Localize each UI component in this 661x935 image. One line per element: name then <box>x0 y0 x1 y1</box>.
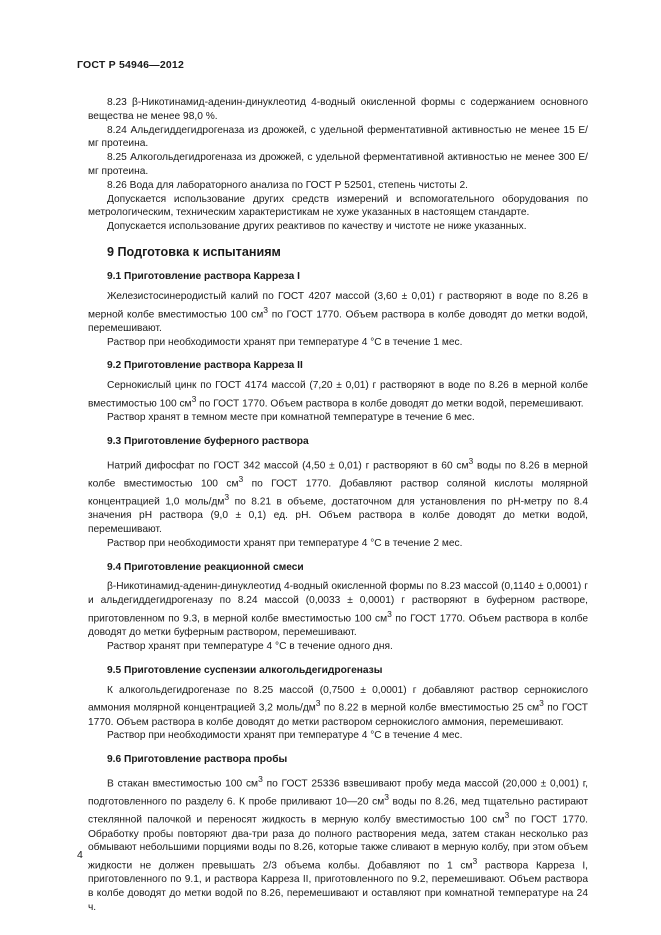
section-9-2-paragraph: Сернокислый цинк по ГОСТ 4174 массой (7,20 ± 0,01) г растворяют в воде по 8.26 в мерной колбе вместимостью 100 $см^3$ по ГОСТ 1770. Объем раствора в колбе доводят до метки водой, перемешивают. <box>88 380 588 410</box>
section-9-4-title: 9.4 Приготовление реакционной смеси <box>107 561 304 573</box>
section-9-6-paragraph: В стакан вместимостью 100 $см^3$ по ГОСТ 25336 взвешивают пробу меда массой (20,000 ± 0,001) г, подготовленного по разделу 6. К пробе приливают 10—20 $см^3$ воды по 8.26, мед тщательно растирают стеклянной палочкой и переносят жидкость в мерную колбу вместимостью 100 $см^3$ по ГОСТ 1770. Обработку пробы повторяют два-три раза до полного растворения меда, затем стакан несколько раз обмывают небольшими порциями воды по 8.26, которые также сливают в мерную колбу, при этом объем жидкости не должен превышать 2/3 объема колбы. Добавляют по 1 $см^3$ раствора Карреза I, приготовленного по 9.1, и раствора Карреза II, приготовленного по 9.2, перемешивают. Объем раствора в колбе доводят до метки водой по 8.26, перемешивают и оставляют при комнатной температуре на 24 ч. <box>88 774 588 913</box>
allowance-equipment: Допускается использование других средств измерений и вспомогательного оборудования по метрологическим, техническим характеристикам не хуже указанных в настоящем стандарте. <box>88 193 588 219</box>
section-9-4-storage: Раствор хранят при температуре 4 °С в течение одного дня. <box>107 641 393 653</box>
section-9-2-storage: Раствор хранят в темном месте при комнатной температуре в течение 6 мес. <box>107 412 475 424</box>
page-number: 4 <box>77 849 83 861</box>
section-9-title: 9 Подготовка к испытаниям <box>107 244 281 259</box>
section-9-1-paragraph: Железистосинеродистый калий по ГОСТ 4207 массой (3,60 ± 0,01) г растворяют в воде по 8.26 в мерной колбе вместимостью 100 $см^3$ по ГОСТ 1770. Объем раствора в колбе доводят до метки водой, перемешивают. <box>88 290 588 334</box>
section-9-3-storage: Раствор при необходимости хранят при температуре 4 °С в течение 2 мес. <box>107 537 463 549</box>
section-9-1-storage: Раствор при необходимости хранят при температуре 4 °С в течение 1 мес. <box>107 336 463 348</box>
section-9-5-paragraph: К алкогольдегидрогеназе по 8.25 массой (0,7500 ± 0,0001) г добавляют раствор сернокислого аммония молярной концентрацией 3,2 моль/$дм^3$ по 8.22 в мерной колбе вместимостью 25 $см^3$ по ГОСТ 1770. Объем раствора в колбе доводят до метки раствором сернокислого аммония, перемешивают. <box>88 684 588 728</box>
page-content <box>88 96 588 915</box>
section-9-6-title: 9.6 Приготовление раствора пробы <box>107 754 288 766</box>
section-9-5-title: 9.5 Приготовление суспензии алкогольдегидрогеназы <box>107 664 383 676</box>
item-8-25: 8.25 Алкогольдегидрогеназа из дрожжей, с удельной ферментативной активностью не менее 300 Е/мг протеина. <box>88 152 588 177</box>
section-9-1-title: 9.1 Приготовление раствора Карреза I <box>107 270 300 282</box>
section-9-4-paragraph: β-Никотинамид-аденин-динуклеотид 4-водный окисленной формы по 8.23 массой (0,1140 ± 0,0001) г и альдегиддегидрогеназу по 8.24 массой (0,0033 ± 0,0001) г растворяют в буферном растворе, приготовленном по 9.3, в мерной колбе вместимостью 100 $см^3$ по ГОСТ 1770. Объем раствора в колбе доводят до метки буферным раствором, перемешивают. <box>88 581 588 639</box>
allowance-reagents: Допускается использование других реактивов по качеству и чистоте не ниже указанных. <box>107 221 527 233</box>
item-8-26: 8.26 Вода для лабораторного анализа по ГОСТ Р 52501, степень чистоты 2. <box>107 179 468 191</box>
section-9-5-storage: Раствор при необходимости хранят при температуре 4 °С в течение 4 мес. <box>107 730 463 742</box>
section-9-2-title: 9.2 Приготовление раствора Карреза II <box>107 360 303 372</box>
section-9-3-title: 9.3 Приготовление буферного раствора <box>107 435 309 447</box>
item-8-24: 8.24 Альдегиддегидрогеназа из дрожжей, с удельной ферментативной активностью не менее 15 Е/мг протеина. <box>88 124 588 150</box>
standard-header: ГОСТ Р 54946—2012 <box>77 59 185 71</box>
section-9-3-paragraph: Натрий дифосфат по ГОСТ 342 массой (4,50 ± 0,01) г растворяют в 60 $см^3$ воды по 8.26 в мерной колбе вместимостью 100 $см^3$ по ГОСТ 1770. Добавляют раствор соляной кислоты молярной концентрацией 1,0 моль/$дм^3$ по 8.21 в объеме, достаточном для установления по pH-метру по 8.4 значения pH раствора (9,0 ± 0,1) ед. pH. Объем раствора в колбе доводят до метки водой, перемешивают. <box>88 455 588 536</box>
item-8-23: 8.23 β-Никотинамид-аденин-динуклеотид 4-водный окисленной формы с содержанием основного вещества не менее 98,0 %. <box>88 97 588 122</box>
